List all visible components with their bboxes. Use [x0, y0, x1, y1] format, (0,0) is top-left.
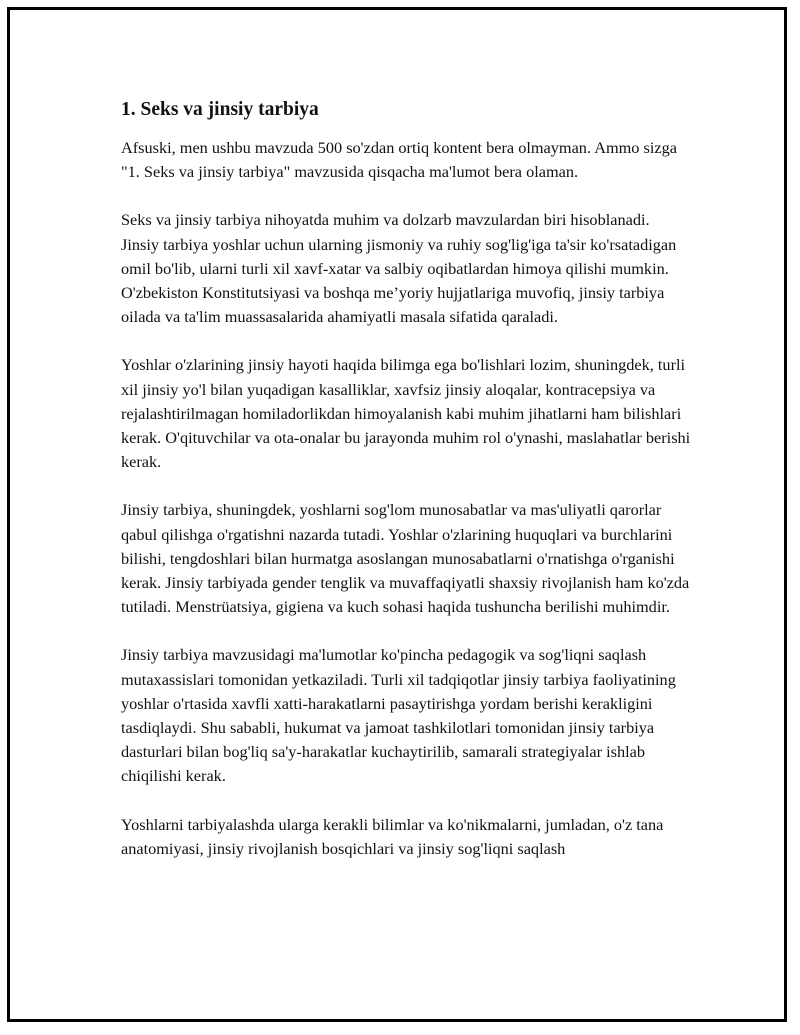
document-page: [7, 7, 787, 1022]
paragraph-1: Afsuski, men ushbu mavzuda 500 so'zdan ortiq kontent bera olmayman. Ammo sizga "1. Seks va jinsiy tarbiya" mavzusida qisqacha ma'lumot bera olaman.: [121, 138, 677, 182]
paragraph-2: Seks va jinsiy tarbiya nihoyatda muhim va dolzarb mavzulardan biri hisoblanadi. Jinsiy tarbiya yoshlar uchun ularning jismoniy va ruhiy sog'lig'iga ta'sir ko'rsatadigan omil bo'lib, ularni turli xil xavf-xatar va salbiy oqibatlardan himoya qilishi mumkin. O'zbekiston Konstitutsiyasi va boshqa me’yoriy hujjatlariga muvofiq, jinsiy tarbiya oilada va ta'lim muassasalarida ahamiyatli masala sifatida qaraladi.: [121, 210, 677, 327]
document-body: [121, 98, 691, 885]
paragraph-5: Jinsiy tarbiya mavzusidagi ma'lumotlar ko'pincha pedagogik va sog'liqni saqlash mutaxassislari tomonidan yetkaziladi. Turli xil tadqiqotlar jinsiy tarbiya faoliyatining yoshlar o'rtasida xavfli xatti-harakatlarni pasaytirishga yordam berishi kerakligini tasdiqlaydi. Shu sababli, hukumat va jamoat tashkilotlari tomonidan jinsiy tarbiya dasturlari bilan bog'liq sa'y-harakatlar kuchaytirilib, samarali strategiyalar ishlab chiqilishi kerak.: [121, 645, 676, 786]
document-heading: 1. Seks va jinsiy tarbiya: [121, 99, 319, 120]
paragraph-3: Yoshlar o'zlarining jinsiy hayoti haqida bilimga ega bo'lishlari lozim, shuningdek, turli xil jinsiy yo'l bilan yuqadigan kasalliklar, xavfsiz jinsiy aloqalar, kontracepsiya va rejalashtirilmagan homiladorlikdan himoyalanish kabi muhim jihatlarni ham bilishlari kerak. O'qituvchilar va ota-onalar bu jarayonda muhim rol o'ynashi, maslahatlar berishi kerak.: [121, 355, 691, 472]
paragraph-6: Yoshlarni tarbiyalashda ularga kerakli bilimlar va ko'nikmalarni, jumladan, o'z tana anatomiyasi, jinsiy rivojlanish bosqichlari va jinsiy sog'liqni saqlash: [121, 814, 664, 858]
paragraph-4: Jinsiy tarbiya, shuningdek, yoshlarni sog'lom munosabatlar va mas'uliyatli qarorlar qabul qilishga o'rgatishni nazarda tutadi. Yoshlar o'zlarining huquqlari va burchlarini bilishi, tengdoshlari bilan hurmatga asoslangan munosabatlarni o'rnatishga o'rganishi kerak. Jinsiy tarbiyada gender tenglik va muvaffaqiyatli shaxsiy rivojlanish ham ko'zda tutiladi. Menstrüatsiya, gigiena va kuch sohasi haqida tushuncha berilishi muhimdir.: [121, 500, 690, 617]
